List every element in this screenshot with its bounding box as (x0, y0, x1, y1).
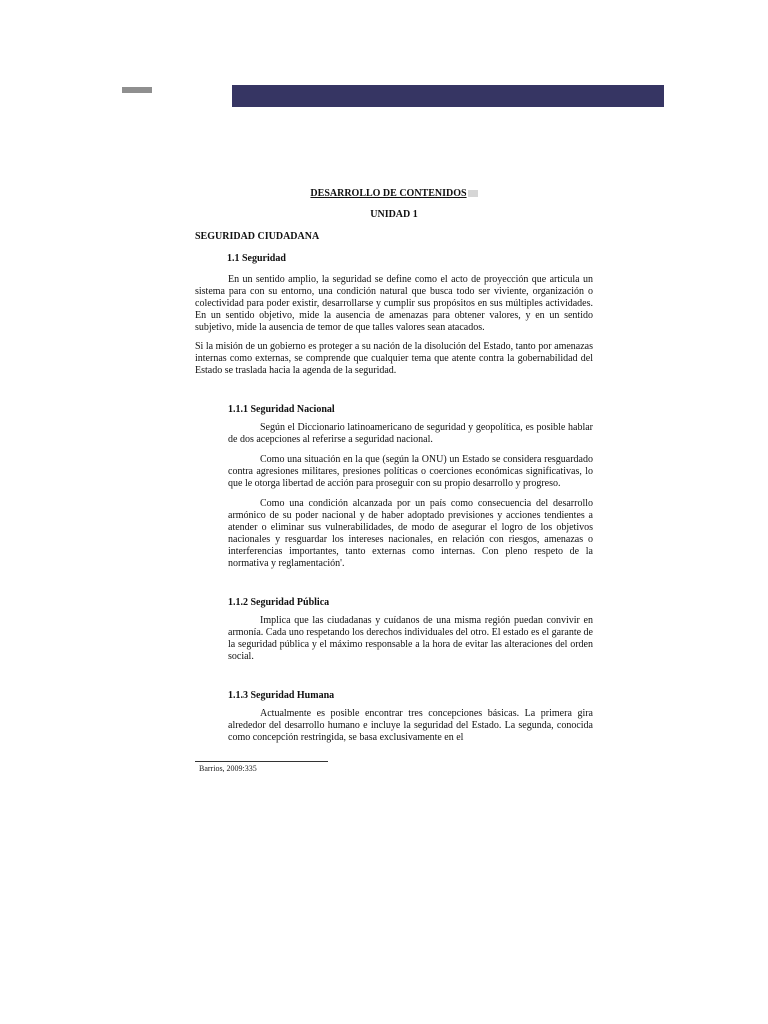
paragraph: Si la misión de un gobierno es proteger a su nación de la disolución del Estado, tanto por amenazas internas como externas, se comprende que cualquier tema que atente contra la gobernabilidad del Estado se traslada hacia la agenda de la seguridad. (195, 341, 593, 376)
section-heading: 1.1.2 Seguridad Pública (228, 597, 330, 608)
subsection-heading: 1.1 Seguridad (227, 253, 286, 264)
section-paragraph: Como una situación en la que (según la ONU) un Estado se considera resguardado contra agresiones militares, presiones políticas o coerciones económicas significativas, lo que le otorga libertad de acción para proseguir con su propio desarrollo y progreso. (228, 454, 593, 489)
section-paragraph: Implica que las ciudadanas y cuídanos de una misma región puedan convivir en armonía. Cada uno respetando los derechos individuales del otro. El estado es el garante de la seguridad pública y el máximo responsable a la hora de evitar las alteraciones del orden social. (228, 615, 593, 662)
section-seguridad-nacional (228, 404, 593, 570)
header-left-bar (122, 87, 152, 93)
document-title (195, 188, 593, 200)
section-paragraph: Actualmente es posible encontrar tres concepciones básicas. La primera gira alrededor del desarrollo humano e incluye la seguridad del Estado. La segunda, conocida como concepción restringida, se basa exclusivamente en el (228, 708, 593, 743)
section-seguridad-humana (228, 690, 593, 744)
title-shade-mark (468, 190, 478, 197)
footnote-rule (195, 761, 328, 762)
paragraph: En un sentido amplio, la seguridad se define como el acto de proyección que articula un sistema para con su entorno, una condición natural que busca todo ser viviente, organización o colectividad para poder existir, desarrollarse y cumplir sus propósitos en sus múltiples actividades. En un sentido objetivo, mide la ausencia de amenazas para obtener valores, y en un sentido subjetivo, mide la ausencia de temor de que talles valores sean atacados. (195, 274, 593, 333)
section-seguridad-publica (228, 597, 593, 663)
unit-title: UNIDAD 1 (370, 209, 418, 220)
section-heading: 1.1.1 Seguridad Nacional (228, 404, 335, 415)
footnote: Barrios, 2009:335 (199, 764, 257, 773)
chapter-heading: SEGURIDAD CIUDADANA (195, 231, 320, 242)
section-heading: 1.1.3 Seguridad Humana (228, 690, 335, 701)
document-body (195, 188, 593, 744)
header-banner-bar (232, 85, 664, 107)
document-title-text: DESARROLLO DE CONTENIDOS (310, 188, 467, 199)
section-paragraph: Como una condición alcanzada por un país como consecuencia del desarrollo armónico de su poder nacional y de haber adoptado previsiones y acciones tendientes a atender o eliminar sus vulnerabilidades, de modo de asegurar el logro de los objetivos nacionales y resguardar los intereses nacionales, en relación con riesgos, amenazas o interferencias importantes, tanto externas como internas. Con pleno respeto de la normativa y reglamentación'. (228, 498, 593, 569)
section-paragraph: Según el Diccionario latinoamericano de seguridad y geopolítica, es posible hablar de dos acepciones al referirse a seguridad nacional. (228, 422, 593, 445)
